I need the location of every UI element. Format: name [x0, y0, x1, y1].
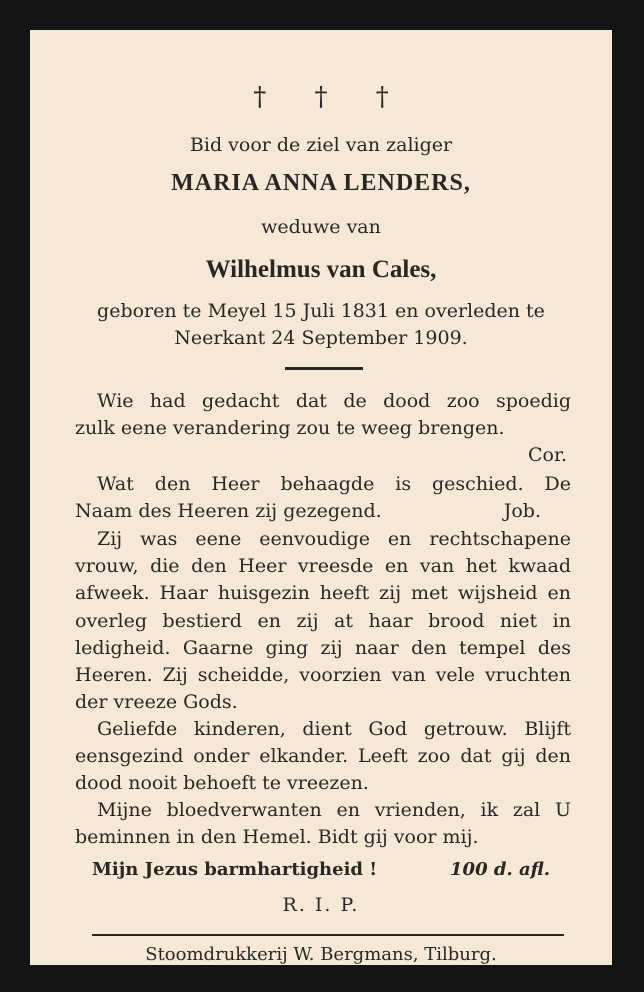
rip-text: R. I. P.: [282, 894, 360, 916]
crosses-icon: † † †: [253, 82, 409, 112]
paragraph-2-text: Naam des Heeren zij gezegend.: [75, 500, 382, 523]
footer-rule: [92, 934, 564, 936]
intro-text: Bid voor de ziel van zaliger: [189, 134, 453, 156]
paragraph-4-text: Geliefde kinderen, dient God getrouw. Blijft eensgezind onder elkander. Leeft zoo dat gij den dood nooit behoeft te vreezen.: [75, 718, 571, 795]
divider: [285, 367, 363, 370]
card-paper: [30, 30, 612, 965]
paragraph-5-text: Mijne bloedverwanten en vrienden, ik zal U beminnen in den Hemel. Bidt gij voor mij.: [75, 799, 571, 849]
husband-name: Wilhelmus van Cales,: [205, 256, 437, 283]
paragraph-2: [75, 471, 571, 525]
paragraph-2-source: Job.: [503, 500, 541, 523]
deceased-name: MARIA ANNA LENDERS,: [171, 170, 471, 196]
paragraph-1: [75, 388, 571, 470]
printer-text: Stoomdrukkerij W. Bergmans, Tilburg.: [145, 944, 497, 965]
paragraph-1-line-1: Wie had gedacht dat de dood zoo spoedig: [97, 390, 571, 412]
paragraph-3-text: Zij was eene eenvoudige en rechtschapene vrouw, die den Heer vreesde en van het kwaad afweek. Haar huisgezin heeft zij met wijsheid en overleg bestierd en zij at haar brood niet in ledigheid. Gaarne ging zij naar den tempel des Heeren. Zij scheidde, voorzien van vele vruchten der vreeze Gods.: [75, 528, 571, 714]
indulgence-text: 100 d. afl.: [450, 859, 550, 880]
paragraph-2-line-1: Wat den Heer behaagde is geschied. De: [97, 473, 571, 495]
prayer-text: Mijn Jezus barmhartigheid !: [92, 859, 378, 880]
birth-death-line-1: geboren te Meyel 15 Juli 1831 en overleden te: [97, 300, 545, 322]
paragraph-1-source: Cor.: [527, 444, 567, 467]
paragraph-3: [75, 526, 571, 716]
birth-death-line-2: Neerkant 24 September 1909.: [174, 327, 468, 349]
widow-of-text: weduwe van: [261, 216, 381, 238]
paragraph-4: [75, 716, 571, 798]
prayer-line: [92, 859, 550, 880]
paragraph-2-line-2: [75, 498, 571, 525]
paragraph-5: [75, 797, 571, 851]
paragraph-1-line-2: zulk eene verandering zou te weeg brengen.: [75, 417, 505, 440]
